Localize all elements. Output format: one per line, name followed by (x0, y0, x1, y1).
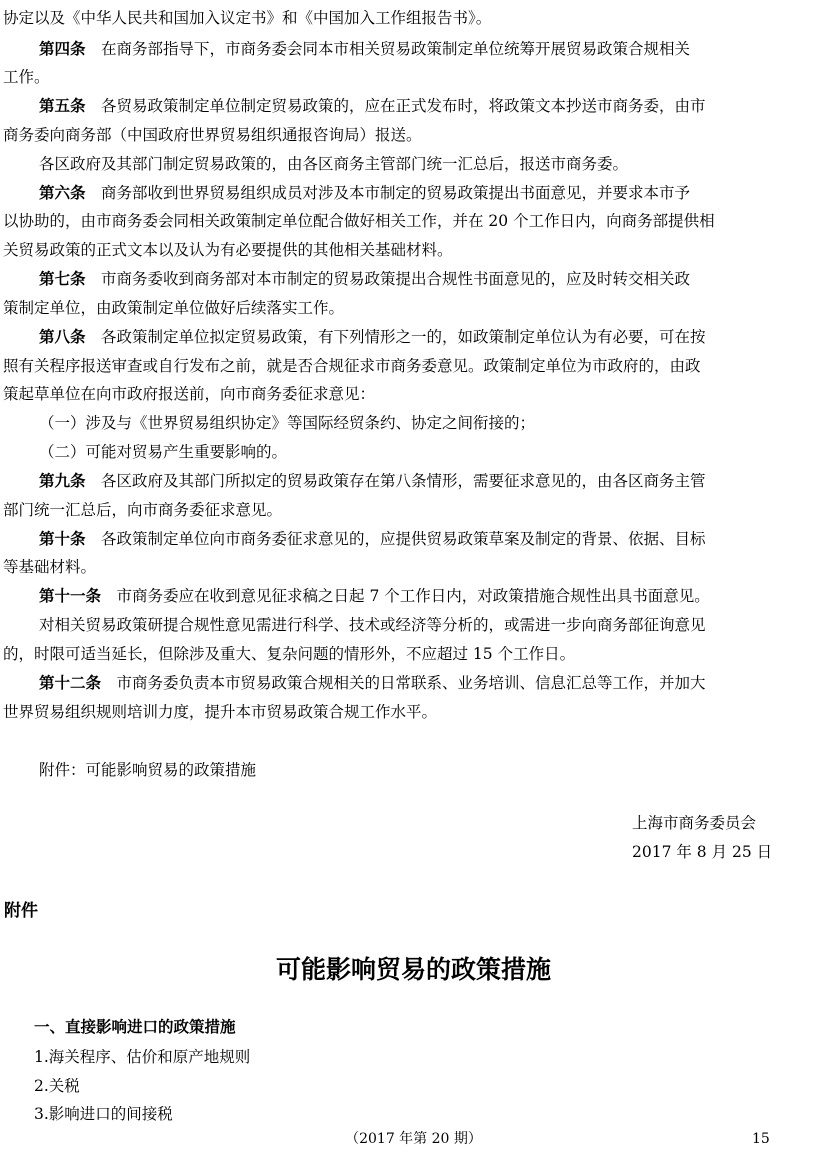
line-text: 以协助的，由市商务委会同相关政策制定单位配合做好相关工作，并在 20 个工作日内，向商务部提供相 (3, 212, 715, 230)
line-text: 策制定单位，由政策制定单位做好后续落实工作。 (3, 299, 345, 317)
article-line (39, 39, 827, 59)
article-number: 第五条 (39, 97, 86, 115)
article-line (39, 327, 827, 347)
article-number: 第七条 (39, 270, 86, 288)
line-text: 各贸易政策制定单位制定贸易政策的，应在正式发布时，将政策文本抄送市商务委，由市 (101, 97, 706, 115)
text-line (39, 442, 827, 462)
article-number: 第十条 (39, 530, 86, 548)
article-line (39, 96, 827, 116)
line-text: 各政策制定单位拟定贸易政策，有下列情形之一的，如政策制定单位认为有必要，可在按 (101, 328, 706, 346)
text-line (39, 615, 827, 635)
article-line (39, 673, 827, 693)
signature-organization: 上海市商务委员会 (632, 814, 757, 832)
line-text: 部门统一汇总后，向市商务委征求意见。 (3, 501, 283, 519)
article-line (39, 529, 827, 549)
text-line (39, 154, 827, 174)
line-text: 等基础材料。 (3, 558, 97, 576)
text-line (3, 240, 827, 260)
article-number: 第九条 (39, 472, 86, 490)
article-line (39, 269, 827, 289)
signature-date: 2017 年 8 月 25 日 (632, 843, 773, 861)
issue-number: （2017 年第 20 期） (345, 1131, 482, 1147)
line-text: 商务委向商务部（中国政府世界贸易组织通报咨询局）报送。 (3, 126, 422, 144)
line-text: 市商务委收到商务部对本市制定的贸易政策提出合规性书面意见的，应及时转交相关政 (101, 270, 691, 288)
line-text: 工作。 (3, 68, 50, 86)
line-text: 市商务委负责本市贸易政策合规相关的日常联系、业务培训、信息汇总等工作，并加大 (116, 674, 706, 692)
text-line (3, 356, 827, 376)
line-text: 附件：可能影响贸易的政策措施 (39, 761, 257, 779)
text-line (3, 125, 827, 145)
text-line (3, 8, 827, 28)
line-text: （一）涉及与《世界贸易组织协定》等国际经贸条约、协定之间衔接的； (39, 414, 536, 432)
line-text: 策起草单位在向市政府报送前，向市商务委征求意见： (3, 385, 376, 403)
text-line (3, 644, 827, 664)
list-item: 2.关税 (34, 1077, 80, 1095)
text-line (3, 211, 827, 231)
text-line (3, 702, 827, 722)
article-number: 第八条 (39, 328, 86, 346)
article-number: 第十二条 (39, 674, 102, 692)
line-text: 商务部收到世界贸易组织成员对涉及本市制定的贸易政策提出书面意见，并要求本市予 (101, 184, 691, 202)
article-line (39, 471, 827, 491)
article-number: 第十一条 (39, 587, 102, 605)
line-text: 照有关程序报送审查或自行发布之前，就是否合规征求市商务委意见。政策制定单位为市政府的，由政 (3, 357, 701, 375)
article-number: 第六条 (39, 184, 86, 202)
line-text: 的，时限可适当延长，但除涉及重大、复杂问题的情形外，不应超过 15 个工作日。 (3, 645, 576, 663)
line-text: 在商务部指导下，市商务委会同本市相关贸易政策制定单位统筹开展贸易政策合规相关 (101, 40, 691, 58)
attachment-title: 可能影响贸易的政策措施 (275, 955, 551, 984)
text-line (3, 298, 827, 318)
line-text: 对相关贸易政策研提合规性意见需进行科学、技术或经济等分析的，或需进一步向商务部征询意见 (39, 616, 706, 634)
text-line (3, 557, 827, 577)
line-text: 各区政府及其部门所拟定的贸易政策存在第八条情形，需要征求意见的，由各区商务主管 (101, 472, 706, 490)
section-heading: 一、直接影响进口的政策措施 (34, 1018, 236, 1036)
list-item: 3.影响进口的间接税 (34, 1105, 173, 1123)
article-number: 第四条 (39, 40, 86, 58)
article-line (39, 586, 827, 606)
text-line (3, 67, 827, 87)
line-text: （二）可能对贸易产生重要影响的。 (39, 443, 288, 461)
page-number: 15 (752, 1131, 770, 1147)
attachment-heading: 附件 (4, 901, 38, 921)
text-line (39, 760, 827, 780)
line-text: 关贸易政策的正式文本以及认为有必要提供的其他相关基础材料。 (3, 241, 453, 259)
article-line (39, 183, 827, 203)
text-line (39, 413, 827, 433)
line-text: 协定以及《中华人民共和国加入议定书》和《中国加入工作组报告书》。 (3, 9, 492, 27)
line-text: 各政策制定单位向市商务委征求意见的，应提供贸易政策草案及制定的背景、依据、目标 (101, 530, 706, 548)
text-line (3, 384, 827, 404)
line-text: 市商务委应在收到意见征求稿之日起 7 个工作日内，对政策措施合规性出具书面意见。 (116, 587, 710, 605)
line-text: 世界贸易组织规则培训力度，提升本市贸易政策合规工作水平。 (3, 703, 438, 721)
list-item: 1.海关程序、估价和原产地规则 (34, 1048, 251, 1066)
line-text: 各区政府及其部门制定贸易政策的，由各区商务主管部门统一汇总后，报送市商务委。 (39, 155, 629, 173)
text-line (3, 500, 827, 520)
